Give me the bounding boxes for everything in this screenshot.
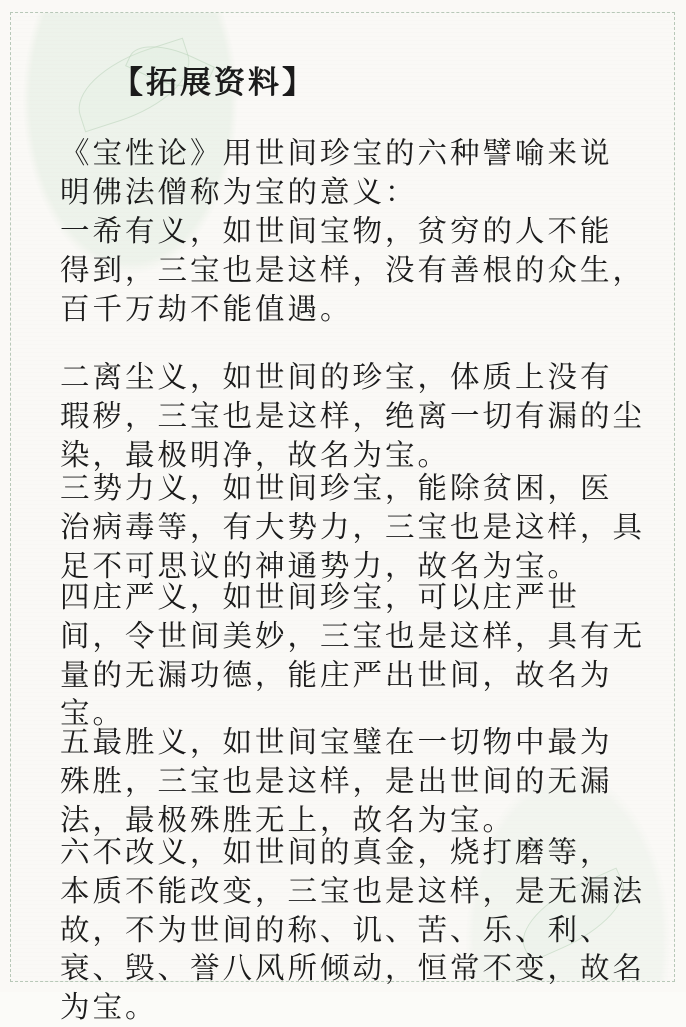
paragraph-line: 染，最极明净，故名为宝。 xyxy=(60,437,451,472)
meaning-three-paragraph xyxy=(60,469,650,585)
intro-paragraph xyxy=(60,134,650,212)
paragraph-line: 衰、毁、誉八风所倾动，恒常不变，故名 xyxy=(60,951,646,986)
paragraph-line: 治病毒等，有大势力，三宝也是这样，具 xyxy=(60,509,646,544)
paragraph-line: 四庄严义，如世间珍宝，可以庄严世 xyxy=(60,580,581,614)
meaning-five-paragraph xyxy=(60,723,650,839)
paragraph-line: 间，令世间美妙，三宝也是这样，具有无 xyxy=(60,618,646,653)
section-title: 【拓展资料】 xyxy=(112,65,316,101)
paragraph-line: 得到，三宝也是这样，没有善根的众生， xyxy=(60,252,646,287)
document-body xyxy=(60,63,650,1025)
paragraph-line: 法，最极殊胜无上，故名为宝。 xyxy=(60,802,516,837)
dashed-document-frame xyxy=(10,12,675,1025)
meaning-six-paragraph xyxy=(60,833,650,1027)
paragraph-line: 足不可思议的神通势力，故名为宝。 xyxy=(60,548,581,583)
paragraph-line: 瑕秽，三宝也是这样，绝离一切有漏的尘 xyxy=(60,398,646,433)
paragraph-line: 三势力义，如世间珍宝，能除贫困，医 xyxy=(60,471,613,505)
meaning-one-paragraph xyxy=(60,212,650,328)
paragraph-line: 为宝。 xyxy=(60,990,158,1025)
paragraph-line: 本质不能改变，三宝也是这样，是无漏法 xyxy=(60,873,646,908)
meaning-four-paragraph xyxy=(60,578,650,733)
paragraph-line: 《宝性论》用世间珍宝的六种譬喻来说 xyxy=(60,136,613,170)
paragraph-line: 故，不为世间的称、讥、苦、乐、利、 xyxy=(60,912,613,947)
paragraph-line: 量的无漏功德，能庄严出世间，故名为 xyxy=(60,657,613,692)
paragraph-line: 二离尘义，如世间的珍宝，体质上没有 xyxy=(60,360,613,394)
meaning-two-paragraph xyxy=(60,358,650,474)
paragraph-line: 六不改义，如世间的真金，烧打磨等， xyxy=(60,835,613,869)
paragraph-line: 明佛法僧称为宝的意义： xyxy=(60,174,418,209)
paragraph-line: 一希有义，如世间宝物，贫穷的人不能 xyxy=(60,214,613,248)
paragraph-line: 百千万劫不能值遇。 xyxy=(60,291,353,326)
paragraph-line: 宝。 xyxy=(60,696,126,731)
paragraph-line: 五最胜义，如世间宝璧在一切物中最为 xyxy=(60,725,613,759)
paragraph-line: 殊胜，三宝也是这样，是出世间的无漏 xyxy=(60,763,613,798)
